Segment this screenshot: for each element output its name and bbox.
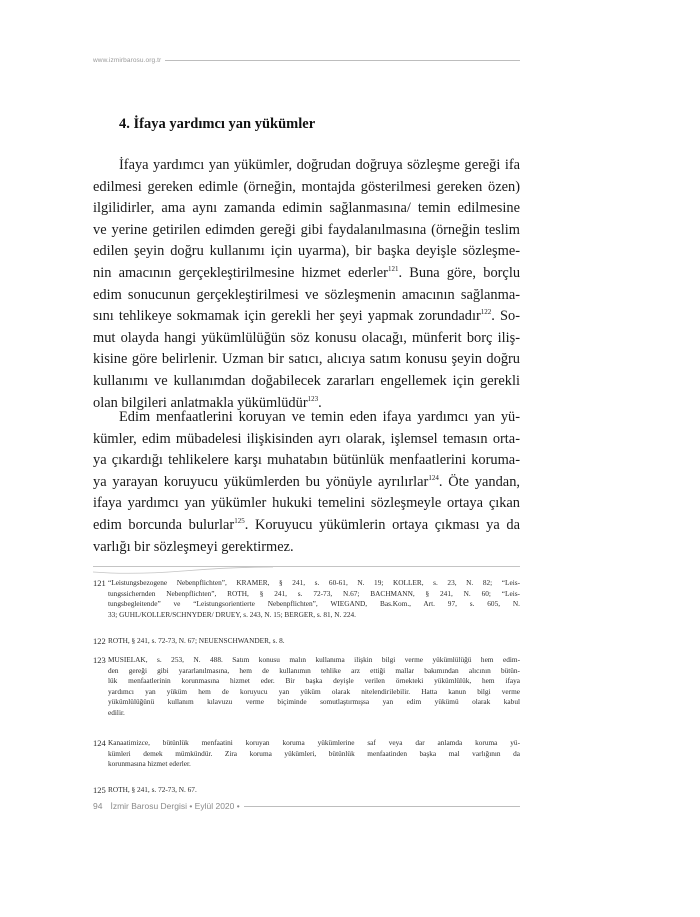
text-line: [93, 515, 520, 537]
text-line: [93, 328, 520, 350]
footnote-line: lük menfaatlerinin korunmasına hizmet eder. Bir başka deyişle verilen örnekteki yükümlülük, hem ifaya: [108, 676, 520, 686]
footnote-line: tungsbegleitende” ve “Leistungsorientierte Nebenpflichten”, WIEGAND, Bas.Kom., Art. 97, s. 605, N.: [108, 599, 520, 609]
text-line-continuation: . Koruyucu yükümlerin ortaya çıkması ya da: [244, 516, 520, 533]
text-line-content: kümler, edim mübadelesi ilişkisinden ayrı olarak, işlemsel temasın orta-: [93, 430, 520, 447]
text-line: [93, 220, 520, 242]
text-line-content: mut olayda hangi yükümlülüğün söz konusu olacağı, münferit borç iliş-: [93, 329, 520, 346]
text-line-content: İfaya yardımcı yan yükümler, doğrudan doğruya sözleşme gereği ifa: [119, 157, 520, 173]
footnote-line: ROTH, § 241, s. 72-73, N. 67.: [108, 785, 197, 794]
text-line: [93, 429, 520, 451]
section-heading: 4. İfaya yardımcı yan yükümler: [119, 116, 316, 132]
text-line-continuation: . Öte yandan,: [438, 473, 520, 490]
footnote-125: [93, 785, 520, 796]
footnote-122: [93, 636, 520, 647]
text-line: [93, 472, 520, 494]
footnote-line: korunmasına hizmet ederler.: [108, 759, 191, 769]
footnote-line: yardımcı yan yüküm hem de koruyucu yan yüküm olarak nitelendirilebilir. Hatta kanun bilgi verme: [108, 686, 520, 696]
text-line: [93, 493, 520, 515]
footnote-line: den gereği gibi yararlanılmasına, hem de kullanımın tehlike arz ettiği mallar bakımından alıcının bütün-: [108, 665, 520, 675]
text-line: [93, 537, 520, 559]
footnote-text: [108, 738, 520, 770]
footnote-reference[interactable]: 125: [234, 516, 245, 525]
text-line-content: ilgilidirler, ama aynı zamanda edimin sağlanmasına/ temin edilmesine: [93, 200, 520, 217]
footnote-line: Kanaatimizce, bütünlük menfaatini koruyan koruma yükümlerine saf veya dar anlamda koruma yü-: [108, 738, 520, 747]
text-line-content: kullanımı ve kullanımdan doğabilecek zararları engellemek için gerekli: [93, 372, 520, 389]
header-divider: [165, 60, 520, 61]
text-line-content: edim sonucunun gerçekleştirilmesi ve sözleşmenin amacının sağlanma-: [93, 286, 520, 303]
text-line-continuation: . Buna göre, borçlu: [398, 264, 521, 281]
text-line-continuation: . So-: [491, 308, 521, 325]
text-line: [93, 371, 520, 393]
footnote-line: MUSIELAK, s. 253, N. 488. Satım konusu malın kullanıma ilişkin bilgi verme yükümlülüğü hem edim-: [108, 655, 520, 664]
text-line-content: edim borcunda bulurlar: [93, 516, 235, 533]
text-line-continuation: .: [318, 394, 322, 411]
text-line: [93, 306, 520, 328]
text-line: [93, 177, 520, 199]
footnote-line: tungssichernden Nebenpflichten”, ROTH, § 241, s. 72-73, N.67; BACHMANN, § 241, N. 60; “Leis-: [108, 588, 520, 598]
footnote-reference[interactable]: 121: [387, 264, 399, 273]
page-header: [93, 52, 520, 68]
footnote-text: [108, 785, 520, 796]
text-line: [93, 241, 520, 263]
text-line-content: sını tehlikeye sokmamak için gerekli her şeyi yapmak zorundadır: [93, 308, 481, 325]
footnote-text: [108, 578, 520, 620]
footnote-text: [108, 655, 520, 719]
footnote-121: [93, 578, 520, 620]
text-line-content: olan bilgileri anlatmakla yükümlüdür: [93, 394, 308, 411]
text-line: [93, 450, 520, 472]
footnote-line: “Leistungsbezogene Nebenpflichten”, KRAMER, § 241, s. 60-61, N. 19; KOLLER, s. 23, N. 82; “Leis-: [108, 578, 520, 587]
footnote-reference[interactable]: 124: [428, 473, 439, 482]
footnote-number: 121: [93, 578, 106, 588]
footnote-line: kümleri demek mümkündür. Zira koruma yükümleri, bütünlük menfaatinden başka mal varlığının da: [108, 748, 520, 758]
text-line-content: ifaya yardımcı yan yükümler hukuki temelini sözleşmeyle ortaya çıkan: [93, 495, 520, 512]
text-line-content: kisine göre belirlenir. Uzman bir satıcı, alıcıya satım konusu şeyin doğru: [93, 351, 520, 368]
body-paragraph-1: [93, 155, 520, 414]
header-url[interactable]: www.izmirbarosu.org.tr: [93, 56, 162, 64]
journal-name: İzmir Barosu Dergisi • Eylül 2020 •: [110, 801, 240, 811]
footnote-123: [93, 655, 520, 719]
footnote-line: yükümlülüğünü kullanım kılavuzu verme biçiminde somutlaştırmışsa yan edim yükümü olarak kabul: [108, 697, 520, 707]
footnote-text: [108, 636, 520, 647]
footnote-divider: [93, 566, 520, 576]
text-line: [93, 285, 520, 307]
footnote-reference[interactable]: 123: [307, 394, 319, 403]
footer-divider: [244, 806, 520, 807]
footnote-line: 33; GUHL/KOLLER/SCHNYDER/ DRUEY, s. 243, N. 15; BERGER, s. 81, N. 224.: [108, 609, 356, 619]
text-line-content: Edim menfaatlerini koruyan ve temin eden ifaya yardımcı yan yü-: [119, 409, 520, 425]
text-line-content: ya çıkardığı tehlikelere karşı muhatabın bütünlük menfaatlerini koruma-: [93, 452, 520, 469]
text-line-content: edilen şeyin doğru kullanımı için uyarma), bir başka deyişle sözleşme-: [93, 243, 520, 260]
text-line: [93, 263, 520, 285]
footnote-number: 123: [93, 655, 106, 665]
text-line: [93, 407, 520, 429]
text-line-content: edilmesi gereken edimle (örneğin, montajda gösterilmesi gereken özen): [93, 178, 520, 195]
footnote-line: edilir.: [108, 707, 125, 717]
text-line: [93, 155, 520, 177]
footnote-number: 122: [93, 636, 106, 646]
body-paragraph-2: [93, 407, 520, 558]
footnote-number: 125: [93, 785, 106, 795]
text-line-content: ve yerine getirilen edimden gereği gibi faydalanılmasına (örneğin teslim: [93, 221, 520, 238]
footnote-line: ROTH, § 241, s. 72-73, N. 67; NEUENSCHWANDER, s. 8.: [108, 636, 285, 645]
footnote-divider-curve: [93, 566, 273, 576]
text-line: [93, 198, 520, 220]
text-line-content: nin amacının gerçekleştirilmesine hizmet ederler: [93, 264, 388, 281]
text-line: [93, 349, 520, 371]
footnote-number: 124: [93, 738, 106, 748]
page-footer: [93, 799, 520, 813]
text-line-content: varlığı bir sözleşmeyi gerektirmez.: [93, 538, 294, 555]
text-line-content: ya yarayan koruyucu yükümlerden bu yönüyle ayrılırlar: [93, 473, 429, 490]
footnote-124: [93, 738, 520, 770]
footnote-reference[interactable]: 122: [480, 308, 492, 317]
page-number: 94: [93, 801, 103, 811]
